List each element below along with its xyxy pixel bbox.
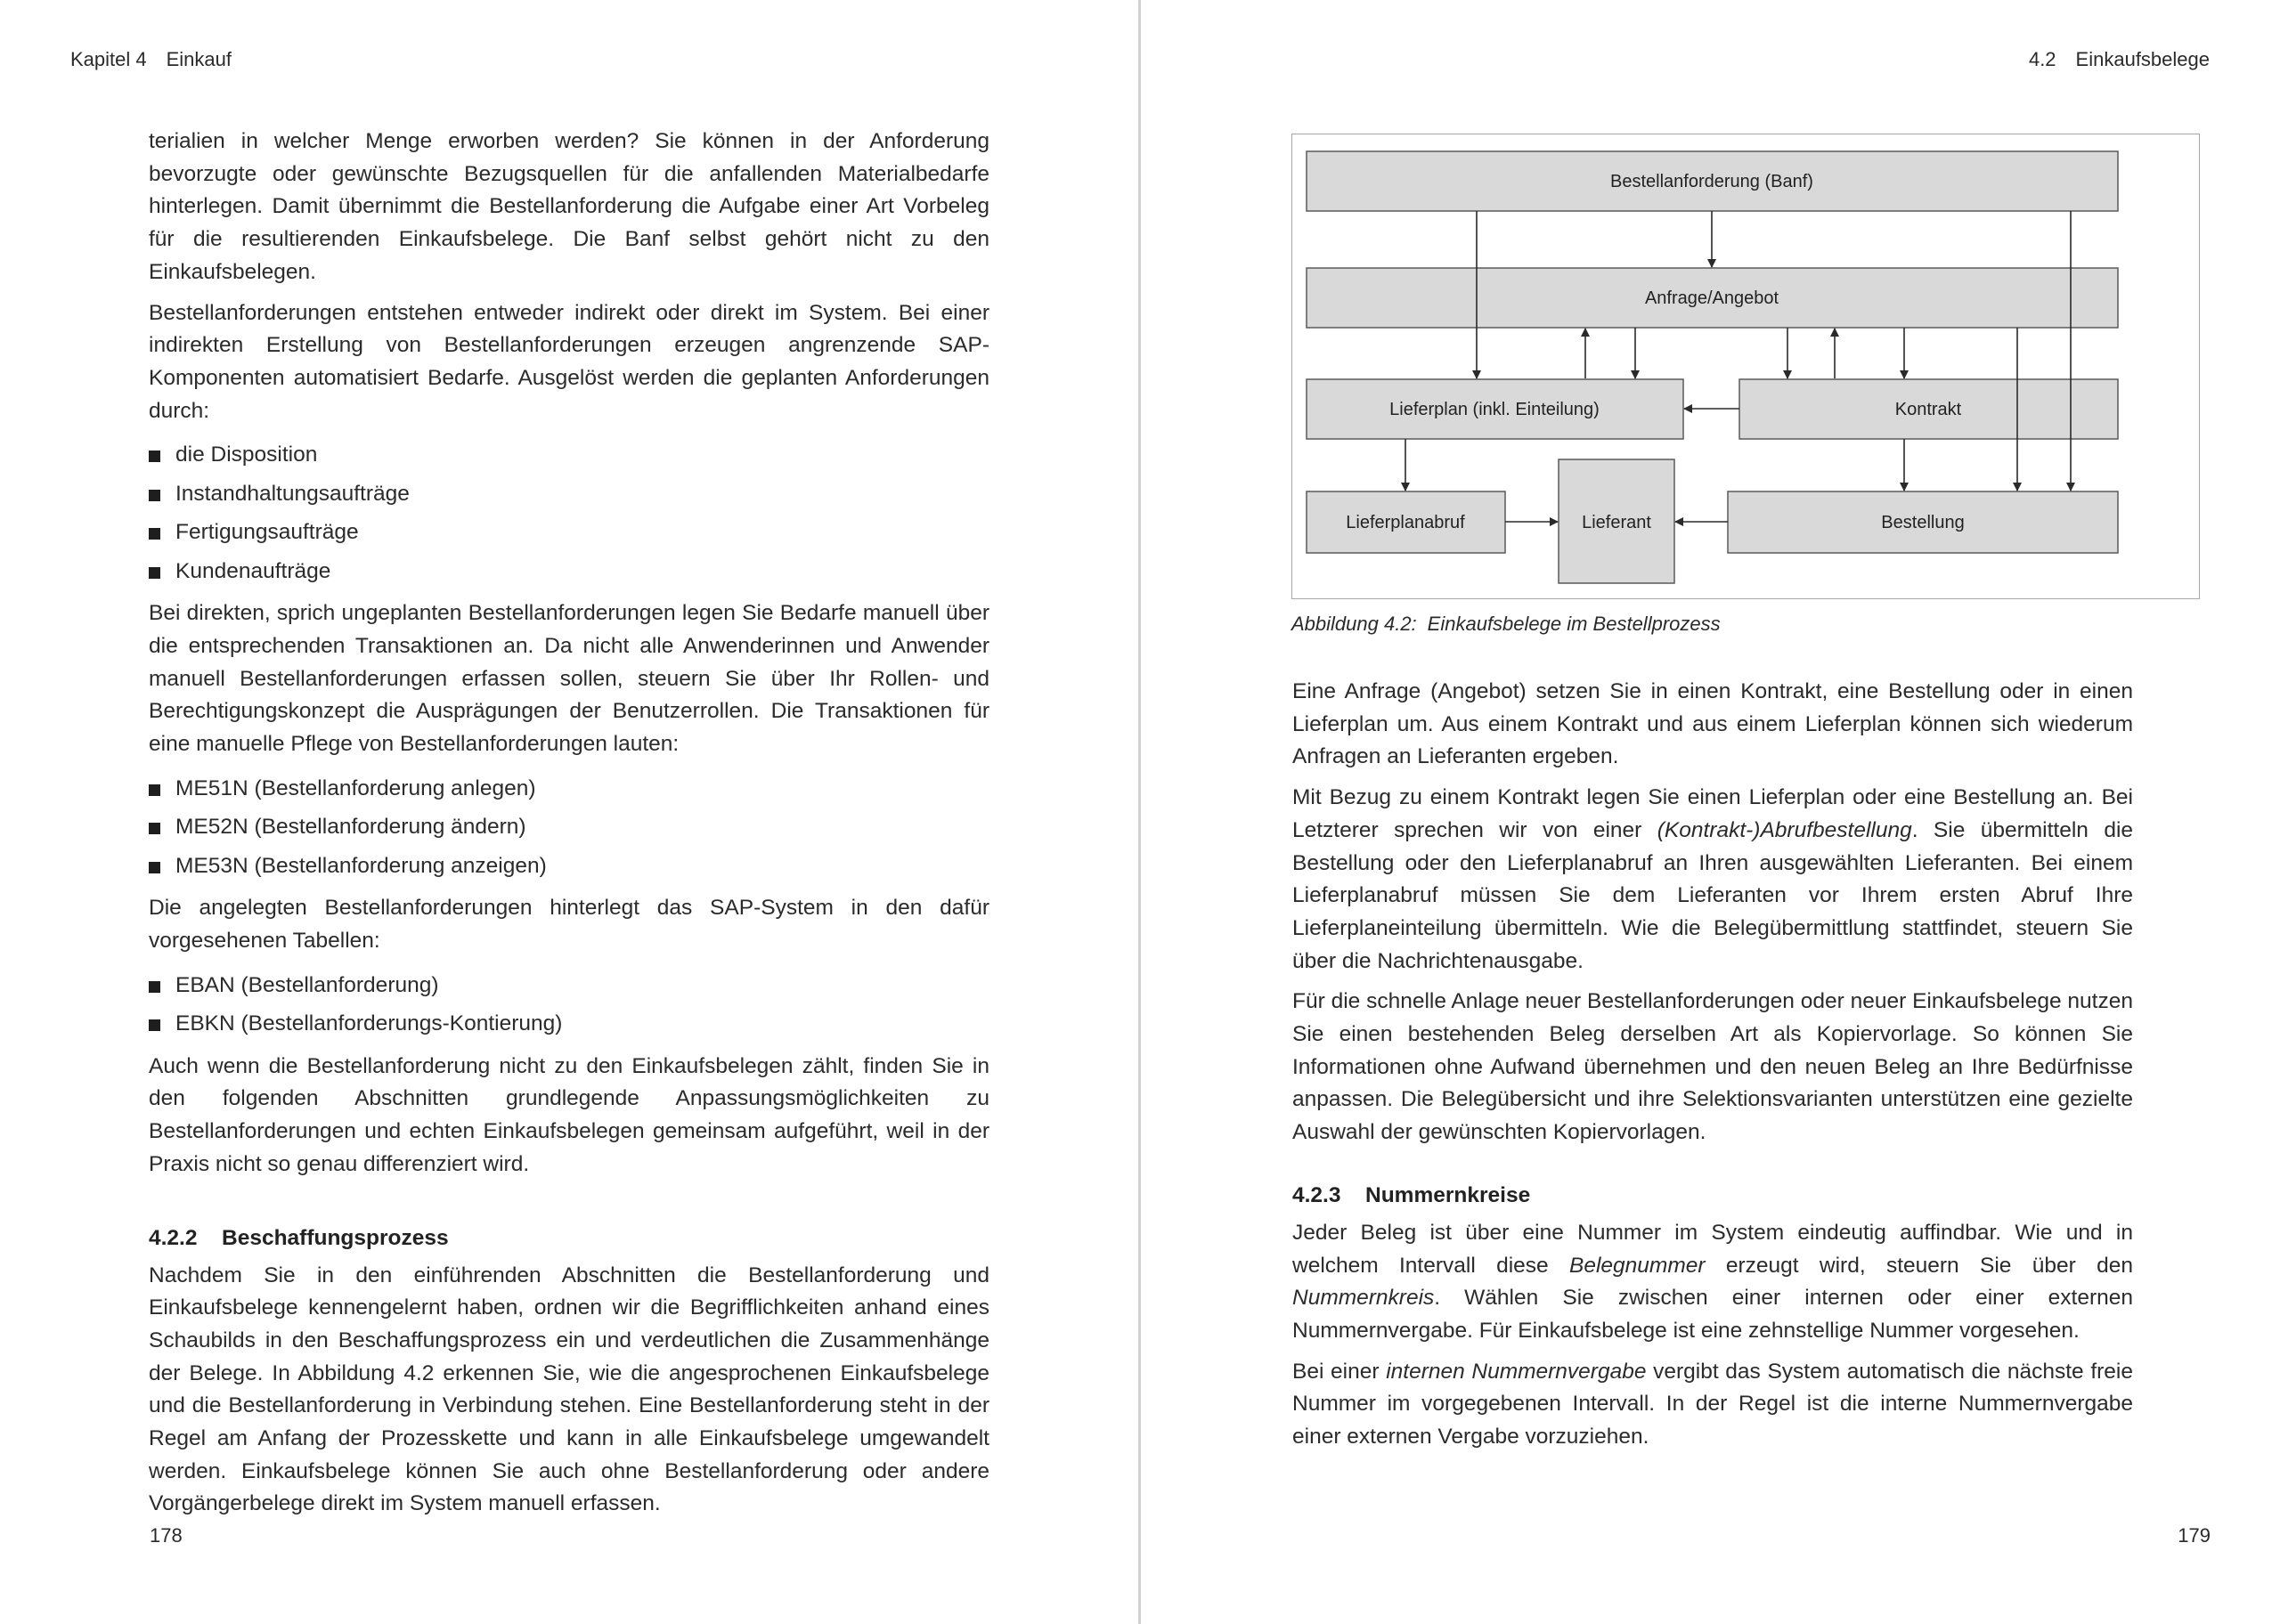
section-head-title: Einkaufsbelege	[2075, 48, 2210, 70]
paragraph: terialien in welcher Menge erworben werden? Sie können in der Anforderung bevorzugte oder gewünschte Bezugsquellen für die anfallenden Materialbedarfe hinterlegen. Damit übernimmt die Bestellanforderung die Aufgabe einer Art Vorbeleg für die resultierenden Einkaufsbelege. Die Banf selbst gehört nicht zu den Einkaufsbelegen.	[149, 129, 989, 284]
emphasis: Nummernkreis	[1292, 1286, 1435, 1311]
running-head-left	[70, 48, 232, 71]
running-head-right	[2029, 48, 2210, 71]
tables-list	[149, 966, 989, 1043]
chapter-label: Kapitel 4	[70, 48, 147, 70]
diagram-arrows	[1405, 211, 2071, 522]
list-item: Fertigungsaufträge	[149, 513, 989, 552]
list-item: die Disposition	[149, 435, 989, 475]
paragraph: Auch wenn die Bestellanforderung nicht zu den Einkaufsbelegen zählt, finden Sie in den folgenden Abschnitten grundlegende Anpassungsmöglichkeiten zu Bestellanforderungen und echten Einkaufsbelegen gemeinsam aufgeführt, weil in der Praxis nicht so genau differenziert wird.	[149, 1053, 989, 1176]
text-run: . Sie übermitteln die Bestellung oder den Lieferplanabruf an Ihren ausgewählten Lieferanten. Bei einem Lieferplanabruf müssen Sie dem Lieferanten vor Ihrem ersten Abruf Ihre Lieferplaneinteilung übermitteln. Wie die Belegübermittlung stattfindet, steuern Sie über die Nachrichtenausgabe.	[1292, 817, 2134, 973]
paragraph: Nachdem Sie in den einführenden Abschnitten die Bestellanforderung und Einkaufsbelege kennengelernt haben, ordnen wir die Begrifflichkeiten anhand eines Schaubilds in den Beschaffungsprozess ein und verdeutlichen die Zusammenhänge der Belege. In Abbildung 4.2 erkennen Sie, wie die angesprochenen Einkaufsbelege und die Bestellanforderung in Verbindung stehen. Eine Bestellanforderung steht in der Regel am Anfang der Prozesskette und kann in alle Einkaufsbelege umgewandelt werden. Einkaufsbelege können Sie auch ohne Bestellanforderung oder andere Vorgängerbelege direkt im System manuell erfassen.	[149, 1263, 989, 1516]
paragraph: Die angelegten Bestellanforderungen hinterlegt das SAP-System in den dafür vorgesehenen Tabellen:	[149, 896, 989, 954]
figure-caption	[1291, 613, 1721, 636]
caption-label: Abbildung 4.2:	[1291, 613, 1417, 635]
caption-text: Einkaufsbelege im Bestellprozess	[1427, 613, 1721, 635]
page-number-left: 178	[150, 1524, 183, 1547]
text-run: Mit Bezug zu einem Kontrakt legen Sie einen Lieferplan oder eine Bestellung an. Bei Letzterer sprechen wir von einer	[1292, 785, 2133, 842]
emphasis: (Kontrakt-)Abrufbestellung	[1657, 817, 1912, 842]
list-item: ME53N (Bestellanforderung anzeigen)	[149, 847, 989, 886]
planned-requirements-list	[149, 435, 989, 590]
paragraph: Bei direkten, sprich ungeplanten Bestellanforderungen legen Sie Bedarfe manuell über die entsprechenden Transaktionen an. Da nicht alle Anwenderinnen und Anwender manuell Bestellanforderungen erfassen sollen, steuern Sie über Ihr Rollen- und Berechtigungskonzept die Ausprägungen der Benutzerrollen. Die Transaktionen für eine manuelle Pflege von Bestellanforderungen lauten:	[149, 601, 989, 757]
emphasis: Belegnummer	[1569, 1253, 1706, 1278]
right-body-text	[1292, 676, 2133, 1462]
text-run: Bei einer	[1292, 1359, 1387, 1384]
section-number: 4.2.2	[149, 1225, 198, 1250]
list-item: EBKN (Bestellanforderungs-Kontierung)	[149, 1004, 989, 1043]
list-item: ME51N (Bestellanforderung anlegen)	[149, 769, 989, 808]
section-title: Nummernkreise	[1365, 1182, 1531, 1207]
label-banf: Bestellanforderung (Banf)	[1610, 172, 1813, 191]
text-run: Jeder Beleg ist über eine Nummer im System eindeutig auffindbar. Wie und in welchem Intervall diese	[1292, 1220, 2133, 1278]
list-item: EBAN (Bestellanforderung)	[149, 966, 989, 1005]
transactions-list	[149, 769, 989, 886]
label-lieferant: Lieferant	[1582, 513, 1651, 532]
label-bestellung: Bestellung	[1881, 513, 1965, 532]
text-run: vergibt das System automatisch die nächste freie Nummer im vorgegebenen Intervall. In der Regel ist die interne Nummernvergabe einer externen Vergabe vorzuziehen.	[1292, 1359, 2133, 1449]
label-anfrage: Anfrage/Angebot	[1644, 288, 1779, 308]
section-number: 4.2.3	[1292, 1182, 1341, 1207]
paragraph: Für die schnelle Anlage neuer Bestellanforderungen oder neuer Einkaufsbelege nutzen Sie einen bestehenden Beleg derselben Art als Kopiervorlage. So können Sie Informationen ohne Aufwand übernehmen und den neuen Beleg an Ihre Bedürfnisse anpassen. Die Belegübersicht und ihre Selektionsvarianten unterstützen eine gezielte Auswahl der gewünschten Kopiervorlagen.	[1292, 989, 2133, 1145]
section-title: Beschaffungsprozess	[222, 1225, 449, 1250]
chapter-title: Einkauf	[166, 48, 232, 70]
page-number-right: 179	[2178, 1524, 2211, 1547]
label-kontrakt: Kontrakt	[1894, 400, 1962, 419]
label-lieferplanabruf: Lieferplanabruf	[1346, 513, 1465, 532]
list-item: ME52N (Bestellanforderung ändern)	[149, 808, 989, 847]
paragraph: Bestellanforderungen entstehen entweder indirekt oder direkt im System. Bei einer indirekten Erstellung von Bestellanforderungen erzeugen angrenzende SAP-Komponenten automatisiert Bedarfe. Ausgelöst werden die geplanten Anforderungen durch:	[149, 300, 989, 423]
left-page	[0, 0, 1138, 1624]
list-item: Kundenaufträge	[149, 552, 989, 591]
emphasis: internen Nummernvergabe	[1386, 1359, 1647, 1384]
diagram-canvas	[1292, 134, 2201, 600]
text-run: . Wählen Sie zwischen einer internen oder einer externen Nummernvergabe. Für Einkaufsbelege ist eine zehnstellige Nummer vorgesehen.	[1292, 1286, 2133, 1343]
paragraph: Eine Anfrage (Angebot) setzen Sie in einen Kontrakt, eine Bestellung oder in einen Lieferplan um. Aus einem Kontrakt und aus einem Lieferplan können sich wiederum Anfragen an Lieferanten ergeben.	[1292, 679, 2133, 769]
list-item: Instandhaltungsaufträge	[149, 475, 989, 514]
paragraph	[1292, 1356, 2133, 1454]
section-heading	[149, 1222, 989, 1255]
left-body-text	[149, 126, 989, 1529]
section-heading	[1292, 1180, 2133, 1212]
paragraph	[1292, 1217, 2133, 1348]
label-lieferplan: Lieferplan (inkl. Einteilung)	[1389, 400, 1600, 419]
section-label: 4.2	[2028, 48, 2056, 70]
procurement-diagram	[1291, 134, 2200, 599]
paragraph	[1292, 782, 2133, 978]
text-run: erzeugt wird, steuern Sie über den	[1705, 1253, 2133, 1278]
